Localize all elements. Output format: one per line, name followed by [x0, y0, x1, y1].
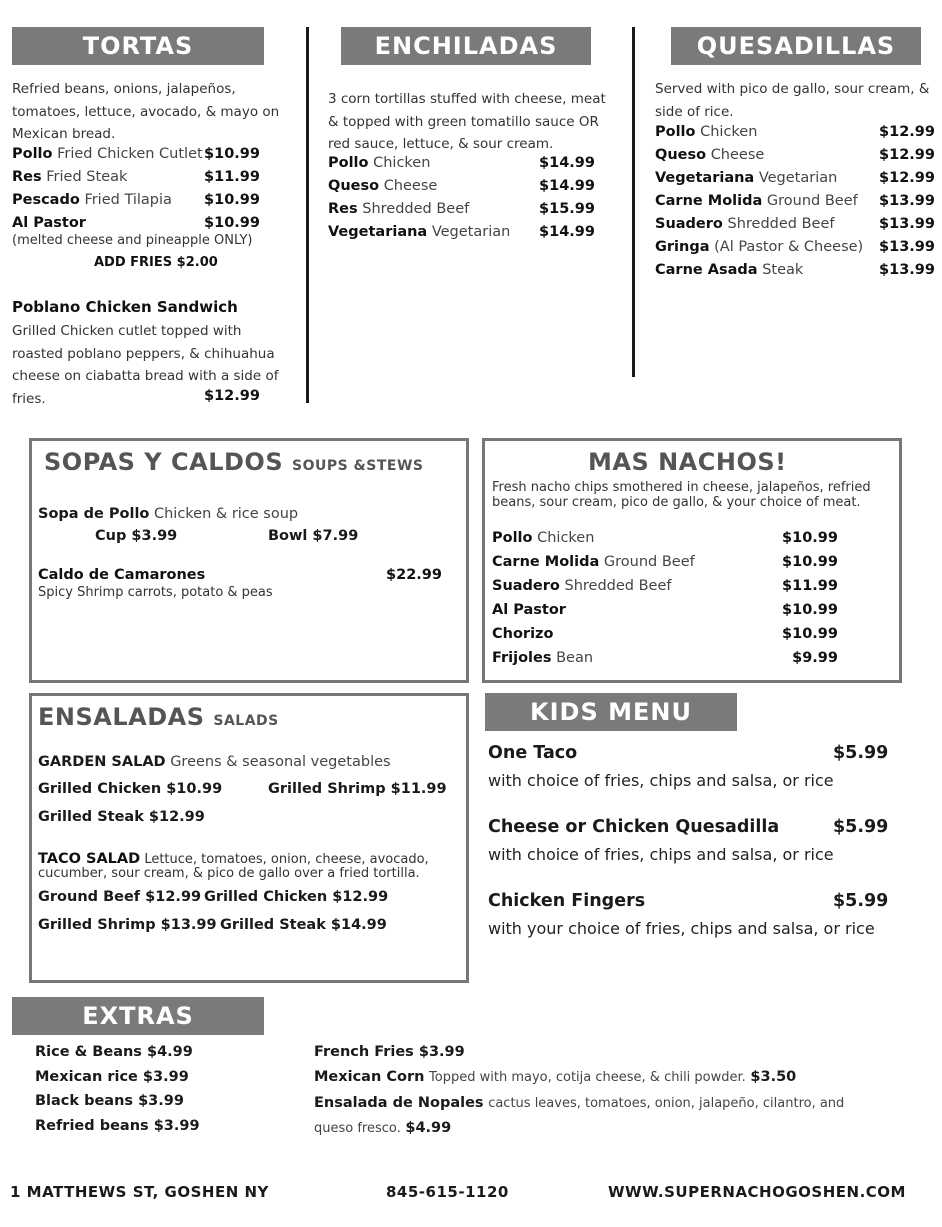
garden-steak: Grilled Steak $12.99 [38, 809, 205, 825]
garden-salad: GARDEN SALAD Greens & seasonal vegetables [38, 754, 391, 770]
nachos-title: MAS NACHOS! [588, 448, 787, 476]
sopas-subtitle: SOUPS &STEWS [291, 458, 424, 474]
extras-item: Refried beans $3.99 [35, 1118, 200, 1134]
extras-corn: Mexican Corn Topped with mayo, cotija cheese, & chili powder. $3.50 [314, 1069, 797, 1085]
extras-item: Rice & Beans $4.99 [35, 1044, 193, 1060]
enchiladas-item: Res Shredded Beef $15.99 [328, 201, 595, 217]
taco-salad: TACO SALAD Lettuce, tomatoes, onion, cheese, avocado, cucumber, sour cream, & pico de gallo over a fried tortilla. [38, 851, 429, 881]
garden-shrimp: Grilled Shrimp $11.99 [268, 781, 447, 797]
enchiladas-header [341, 27, 591, 65]
nachos-description: Fresh nacho chips smothered in cheese, jalapeños, refried beans, sour cream, pico de gallo, & your choice of meat. [492, 480, 871, 510]
footer-phone: 845-615-1120 [386, 1183, 509, 1201]
nachos-item: Chorizo $10.99 [492, 626, 838, 642]
sopa-pollo: Sopa de Pollo Chicken & rice soup [38, 506, 299, 522]
kids-item-name: Cheese or Chicken Quesadilla [488, 817, 780, 837]
footer-address: 1 MATTHEWS ST, GOSHEN NY [10, 1183, 269, 1201]
quesadillas-item: Suadero Shredded Beef $13.99 [655, 216, 935, 232]
extras-item: Mexican rice $3.99 [35, 1069, 189, 1085]
sopas-title: SOPAS Y CALDOS SOUPS &STEWS [44, 448, 424, 476]
quesadillas-item: Carne Asada Steak $13.99 [655, 262, 935, 278]
kids-item-price: $5.99 [833, 743, 889, 763]
tortas-item: Pescado Fried Tilapia $10.99 [12, 192, 260, 208]
quesadillas-item: Gringa (Al Pastor & Cheese) $13.99 [655, 239, 935, 255]
kids-item-desc: with choice of fries, chips and salsa, or rice [488, 771, 834, 790]
add-fries: ADD FRIES $2.00 [94, 255, 218, 270]
kids-header [485, 693, 737, 731]
nachos-item: Pollo Chicken $10.99 [492, 530, 838, 546]
taco-steak: Grilled Steak $14.99 [220, 917, 387, 933]
sopa-cup: Cup $3.99 [95, 528, 178, 544]
taco-chicken: Grilled Chicken $12.99 [204, 889, 389, 905]
poblano-title: Poblano Chicken Sandwich [12, 298, 238, 316]
quesadillas-item: Carne Molida Ground Beef $13.99 [655, 193, 935, 209]
nachos-item: Carne Molida Ground Beef $10.99 [492, 554, 838, 570]
nachos-item: Frijoles Bean $9.99 [492, 650, 838, 666]
kids-item-price: $5.99 [833, 891, 889, 911]
kids-item-desc: with choice of fries, chips and salsa, or rice [488, 845, 834, 864]
extras-title: EXTRAS [82, 1002, 194, 1030]
extras-header [12, 997, 264, 1035]
extras-item: Black beans $3.99 [35, 1093, 184, 1109]
taco-shrimp: Grilled Shrimp $13.99 [38, 917, 217, 933]
ensaladas-subtitle: SALADS [213, 713, 279, 729]
tortas-item: Pollo Fried Chicken Cutlet $10.99 [12, 146, 260, 162]
ensaladas-title: ENSALADAS SALADS [38, 703, 279, 731]
kids-item-price: $5.99 [833, 817, 889, 837]
extras-fries: French Fries $3.99 [314, 1044, 465, 1060]
quesadillas-item: Queso Cheese $12.99 [655, 147, 935, 163]
quesadillas-item: Vegetariana Vegetarian $12.99 [655, 170, 935, 186]
quesadillas-item: Pollo Chicken $12.99 [655, 124, 935, 140]
pastor-note: (melted cheese and pineapple ONLY) [12, 233, 253, 248]
poblano-description: Grilled Chicken cutlet topped with roasted poblano peppers, & chihuahua cheese on ciabatta bread with a side of fries. [12, 323, 279, 407]
ensaladas-box [29, 693, 469, 983]
sopa-bowl: Bowl $7.99 [268, 528, 359, 544]
kids-item-name: One Taco [488, 743, 578, 763]
kids-item-desc: with your choice of fries, chips and salsa, or rice [488, 919, 875, 938]
enchiladas-item: Queso Cheese $14.99 [328, 178, 595, 194]
tortas-header [12, 27, 264, 65]
kids-item-name: Chicken Fingers [488, 891, 646, 911]
enchiladas-description: 3 corn tortillas stuffed with cheese, meat & topped with green tomatillo sauce OR red sauce, lettuce, & sour cream. [328, 91, 606, 152]
garden-chicken: Grilled Chicken $10.99 [38, 781, 223, 797]
tortas-item: Al Pastor $10.99 [12, 215, 260, 231]
enchiladas-item: Vegetariana Vegetarian $14.99 [328, 224, 595, 240]
tortas-description: Refried beans, onions, jalapeños, tomatoes, lettuce, avocado, & mayo on Mexican bread. [12, 81, 280, 142]
tortas-item: Res Fried Steak $11.99 [12, 169, 260, 185]
kids-title: KIDS MENU [530, 698, 692, 726]
caldo-camarones: Caldo de Camarones $22.99 [38, 567, 442, 583]
poblano-price: $12.99 [204, 388, 260, 404]
column-divider [632, 27, 635, 377]
tortas-title: TORTAS [82, 32, 194, 60]
quesadillas-header [671, 27, 921, 65]
taco-beef: Ground Beef $12.99 [38, 889, 202, 905]
footer-website[interactable]: WWW.SUPERNACHOGOSHEN.COM [608, 1183, 906, 1201]
quesadillas-title: QUESADILLAS [696, 32, 896, 60]
enchiladas-item: Pollo Chicken $14.99 [328, 155, 595, 171]
extras-nopales: Ensalada de Nopales cactus leaves, tomatoes, onion, jalapeño, cilantro, and [314, 1095, 845, 1111]
extras-nopales-cont: queso fresco. $4.99 [314, 1120, 452, 1136]
quesadillas-description: Served with pico de gallo, sour cream, & side of rice. [655, 81, 930, 120]
enchiladas-title: ENCHILADAS [374, 32, 558, 60]
nachos-item: Suadero Shredded Beef $11.99 [492, 578, 838, 594]
caldo-description: Spicy Shrimp carrots, potato & peas [38, 585, 273, 600]
nachos-item: Al Pastor $10.99 [492, 602, 838, 618]
column-divider [306, 27, 309, 403]
